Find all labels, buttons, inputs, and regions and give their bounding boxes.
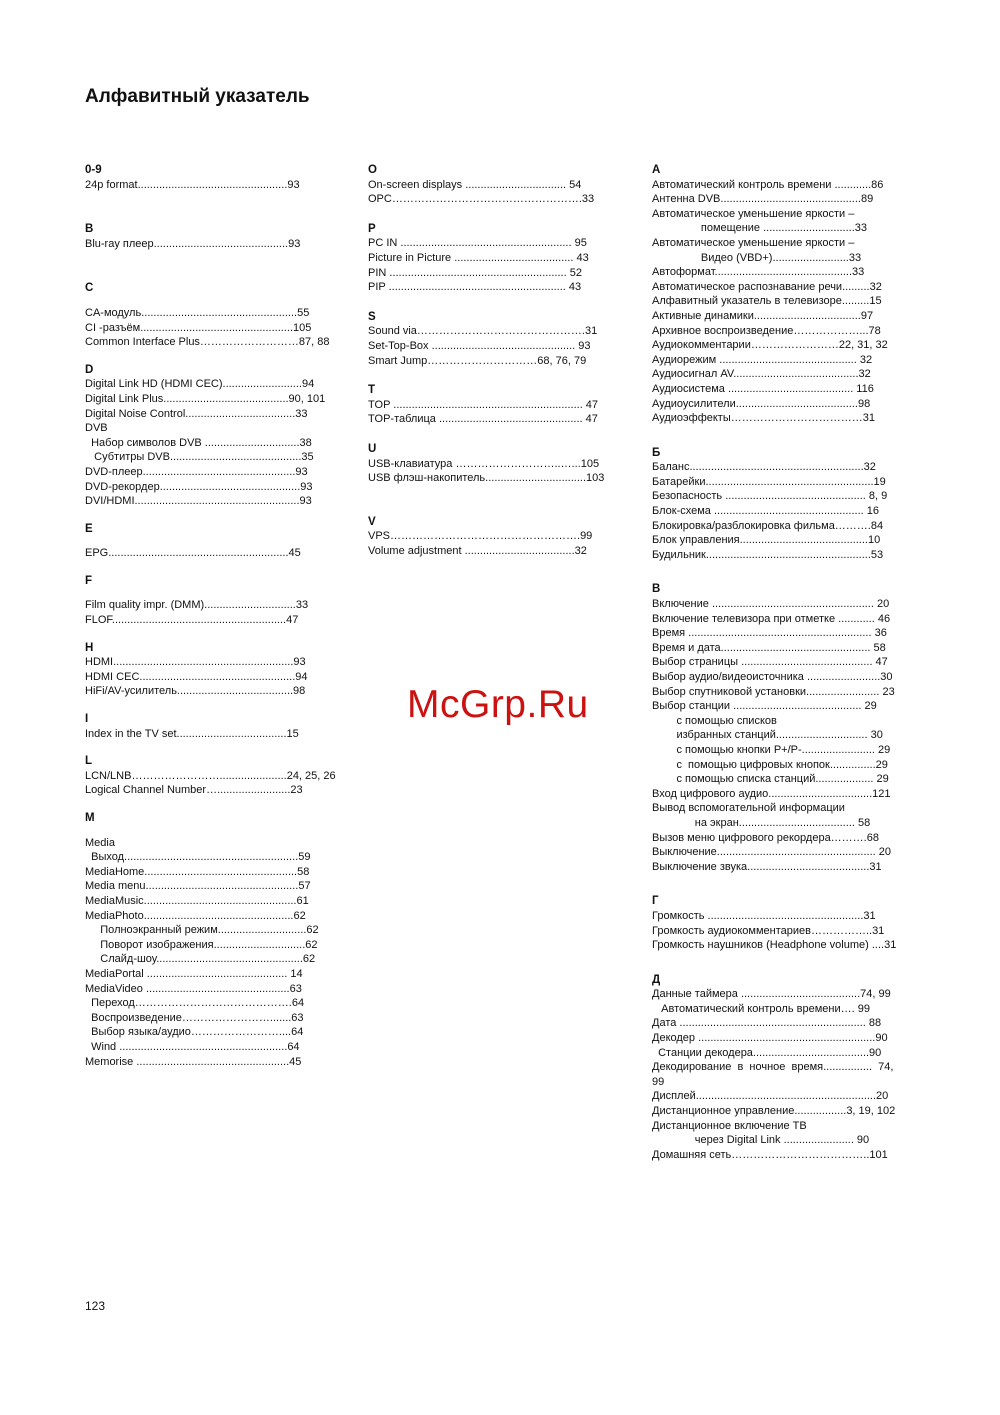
index-entry: Аудиоусилители........................................98 — [652, 397, 871, 410]
index-entry: OPC…………………………………………….33 — [368, 193, 595, 206]
section-heading: C — [85, 282, 94, 295]
index-entry: Media menu..................................................57 — [85, 880, 311, 893]
index-entry: с помощью списка станций................... 29 — [652, 773, 889, 786]
index-entry: Wind .......................................................64 — [85, 1040, 300, 1053]
index-section — [85, 712, 350, 741]
index-section — [85, 222, 350, 251]
index-entry: Аудиорежим ............................................. 32 — [652, 353, 873, 366]
index-entry: Антенна DVB..............................................89 — [652, 193, 874, 206]
index-entry: PIN .......................................................... 52 — [368, 266, 582, 279]
index-entry: Index in the TV set....................................15 — [85, 727, 299, 740]
index-section — [368, 383, 618, 427]
index-entry: Выключение.................................................... 20 — [652, 846, 892, 859]
section-heading: P — [368, 222, 376, 235]
watermark: McGrp.Ru — [407, 683, 589, 726]
index-section — [368, 310, 618, 368]
index-section — [85, 641, 350, 699]
index-entry: Громкость наушников (Headphone volume) ....31 — [652, 939, 897, 952]
index-column-1 — [85, 163, 350, 1069]
index-entry: USB-клавиатура ………………………..…...105 — [368, 457, 600, 470]
index-section — [85, 522, 350, 561]
index-section — [652, 973, 917, 1163]
index-entry: Автоматический контроль времени…. 99 — [652, 1002, 870, 1015]
index-entry: MediaMusic..................................................61 — [85, 894, 309, 907]
section-heading: Д — [652, 973, 661, 986]
index-entry: Film quality impr. (DMM)..............................33 — [85, 599, 309, 612]
index-entry: Аудиосигнал AV.........................................32 — [652, 368, 871, 381]
index-section — [368, 222, 618, 295]
index-entry: Digital Link HD (HDMI CEC)..........................94 — [85, 378, 315, 391]
index-entry: Декодер ..........................................................90 — [652, 1032, 888, 1045]
section-heading: А — [652, 164, 661, 176]
index-entry: 99 — [652, 1075, 665, 1088]
index-entry: Выбор аудио/видеоисточника ........................30 — [652, 671, 893, 683]
index-entry: Вызов меню цифрового рекордера……….68 — [652, 831, 879, 844]
index-entry: Будильник......................................................53 — [652, 548, 884, 561]
index-entry: Переход…………………………………….64 — [85, 997, 305, 1010]
index-entry: Logical Channel Number…........................23 — [85, 784, 303, 797]
index-entry: через Digital Link ....................... 90 — [652, 1134, 870, 1147]
index-entry: Автоматическое уменьшение яркости – — [652, 207, 855, 220]
index-entry: DVB — [85, 422, 108, 435]
index-entry: с помощью кнопки P+/P-........................ 29 — [652, 743, 891, 756]
section-heading: O — [368, 164, 377, 176]
index-entry: Дистанционное включение ТВ — [652, 1119, 807, 1132]
index-entry: Громкость ...................................................31 — [652, 909, 876, 922]
index-entry: Picture in Picture ....................................... 43 — [368, 251, 589, 264]
index-entry: Common Interface Plus………………………87, 88 — [85, 336, 330, 349]
index-entry: на экран...................................... 58 — [652, 816, 871, 829]
index-entry: Субтитры DVB...........................................35 — [85, 451, 314, 464]
index-entry: LCN/LNB……………………......................24, 25, 26 — [85, 769, 336, 782]
index-section — [652, 582, 917, 874]
index-column-3 — [652, 163, 917, 1162]
index-entry: помещение ..............................33 — [652, 222, 868, 235]
index-entry: Set-Top-Box ............................................... 93 — [368, 339, 591, 352]
index-entry: Выбор языка/аудио……………………....64 — [85, 1026, 304, 1039]
index-entry: Выбор спутниковой установки........................ 23 — [652, 685, 895, 698]
index-entry: Выход.........................................................59 — [85, 851, 311, 864]
index-entry: Время ............................................................ 36 — [652, 627, 887, 640]
index-entry: Станции декодера......................................90 — [652, 1046, 882, 1059]
index-entry: Blu-ray плеер............................................93 — [85, 237, 301, 250]
index-entry: Баланс.........................................................32 — [652, 461, 876, 474]
section-heading: H — [85, 641, 94, 654]
index-entry: PIP .......................................................... 43 — [368, 281, 582, 294]
index-entry: VPS…………………………………………….99 — [368, 530, 593, 543]
index-entry: Включение ..................................................... 20 — [652, 598, 890, 611]
index-entry: HiFi/AV-усилитель......................................98 — [85, 685, 306, 698]
index-entry: Безопасность .............................................. 8, 9 — [652, 490, 888, 503]
section-heading: L — [85, 755, 93, 768]
section-heading: Б — [652, 446, 661, 459]
index-entry: Вывод вспомогательной информации — [652, 802, 845, 815]
index-entry: Аудиоэффекты………………………………31 — [652, 412, 875, 425]
section-heading: S — [368, 310, 376, 323]
index-entry: Дисплей...........................................................20 — [652, 1090, 889, 1103]
index-section — [368, 442, 618, 486]
section-heading: B — [85, 223, 94, 236]
index-entry: DVD-плеер..................................................93 — [85, 465, 308, 478]
section-heading: Г — [652, 895, 659, 908]
section-heading: D — [85, 363, 94, 376]
index-entry: Декодирование в ночное время................ 74, — [652, 1061, 894, 1074]
index-entry: 24p format.................................................93 — [85, 178, 300, 191]
index-entry: Media — [85, 836, 115, 849]
index-entry: Активные динамики...................................97 — [652, 309, 874, 322]
index-entry: Digital Noise Control....................................33 — [85, 407, 308, 420]
index-entry: Домашняя сеть………………………………..101 — [652, 1148, 888, 1161]
index-entry: Время и дата................................................. 58 — [652, 641, 886, 654]
index-entry: PC IN ........................................................ 95 — [368, 237, 587, 250]
index-entry: Memorise ..................................................45 — [85, 1055, 302, 1068]
index-entry: FLOF.........................................................47 — [85, 614, 299, 627]
index-section — [85, 163, 350, 192]
index-entry: EPG...........................................................45 — [85, 547, 301, 560]
index-entry: MediaPortal .............................................. 14 — [85, 967, 303, 980]
index-entry: Выключение звука........................................31 — [652, 860, 882, 873]
section-heading: U — [368, 442, 377, 455]
index-entry: On-screen displays ................................. 54 — [368, 178, 582, 191]
index-entry: Автоматическое уменьшение яркости – — [652, 236, 855, 249]
index-entry: Блокировка/разблокировка фильма……….84 — [652, 519, 884, 532]
index-entry: Воспроизведение…………………….......63 — [85, 1011, 304, 1024]
section-heading: В — [652, 583, 661, 596]
index-section — [85, 811, 350, 1069]
index-entry: Вход цифрового аудио..................................121 — [652, 787, 891, 800]
index-section — [85, 574, 350, 628]
page-title: Алфавитный указатель — [85, 86, 310, 107]
index-entry: Архивное воспроизведение………………...78 — [652, 324, 881, 337]
index-entry: Слайд-шоу................................................62 — [85, 953, 316, 966]
section-heading: T — [368, 384, 376, 397]
index-entry: MediaPhoto.................................................62 — [85, 909, 306, 922]
index-section — [85, 281, 350, 349]
index-entry: Громкость аудиокомментариев……………..31 — [652, 924, 885, 937]
index-entry: HDMI...........................................................93 — [85, 656, 306, 669]
index-entry: с помощью цифровых кнопок...............29 — [652, 758, 888, 771]
index-entry: TOP .............................................................. 47 — [368, 398, 599, 411]
index-entry: CI -разъём..................................................105 — [85, 321, 312, 334]
index-entry: Данные таймера .......................................74, 99 — [652, 988, 891, 1001]
index-entry: Автоматическое распознавание речи.........32 — [652, 280, 882, 293]
index-entry: Автоматический контроль времени ............86 — [652, 178, 884, 191]
index-entry: избранных станций.............................. 30 — [652, 729, 883, 742]
page-number: 123 — [85, 1299, 106, 1313]
index-entry: Дистанционное управление.................3, 19, 102 — [652, 1105, 896, 1118]
index-entry: Аудиосистема ......................................... 116 — [652, 382, 874, 395]
index-section — [368, 163, 618, 207]
index-entry: DVI/HDMI......................................................93 — [85, 495, 312, 508]
index-section — [652, 163, 917, 426]
index-entry: Дата ............................................................. 88 — [652, 1017, 882, 1030]
index-entry: Поворот изображения..............................62 — [85, 938, 318, 951]
index-entry: HDMI CEC...................................................94 — [85, 670, 308, 683]
section-heading: V — [368, 515, 376, 528]
index-entry: Набор символов DVB ...............................38 — [85, 436, 312, 449]
section-heading: M — [85, 812, 95, 824]
index-entry: MediaVideo ...............................................63 — [85, 982, 302, 995]
index-entry: TOP-таблица ............................................... 47 — [368, 413, 598, 426]
index-entry: Volume adjustment ....................................32 — [368, 544, 587, 557]
section-heading: E — [85, 522, 93, 535]
index-entry: Sound via……………………………………….31 — [368, 325, 598, 338]
index-entry: Автоформат.............................................33 — [652, 266, 865, 279]
index-entry: USB флэш-накопитель.................................103 — [368, 472, 605, 485]
index-entry: DVD-рекордер..............................................93 — [85, 480, 313, 493]
index-entry: Полноэкранный режим.............................62 — [85, 924, 319, 937]
index-entry: Smart Jump…………………………68, 76, 79 — [368, 354, 587, 367]
section-heading: F — [85, 574, 93, 587]
index-entry: Блок управления..........................................10 — [652, 534, 881, 547]
section-heading: I — [85, 713, 89, 726]
index-section — [85, 754, 350, 798]
index-entry: Видео (VBD+).........................33 — [652, 251, 862, 264]
index-entry: MediaHome..................................................58 — [85, 865, 310, 878]
index-section — [368, 515, 618, 559]
index-entry: Включение телевизора при отметке ............ 46 — [652, 612, 891, 625]
index-section — [652, 894, 917, 952]
index-section — [85, 363, 350, 509]
section-heading: 0-9 — [85, 164, 102, 176]
index-entry: Аудиокомментарии……………………22, 31, 32 — [652, 339, 888, 352]
index-entry: Выбор станции .......................................... 29 — [652, 700, 877, 713]
index-entry: с помощью списков — [652, 714, 777, 727]
index-section — [652, 446, 917, 563]
index-entry: Батарейки.......................................................19 — [652, 475, 886, 488]
index-column-2 — [368, 163, 618, 558]
index-entry: CA-модуль...................................................55 — [85, 306, 310, 319]
index-entry: Алфавитный указатель в телевизоре.........15 — [652, 295, 882, 308]
index-entry: Выбор страницы ........................................... 47 — [652, 656, 888, 669]
index-entry: Digital Link Plus.........................................90, 101 — [85, 392, 326, 405]
index-entry: Блок-схема ................................................. 16 — [652, 505, 880, 518]
